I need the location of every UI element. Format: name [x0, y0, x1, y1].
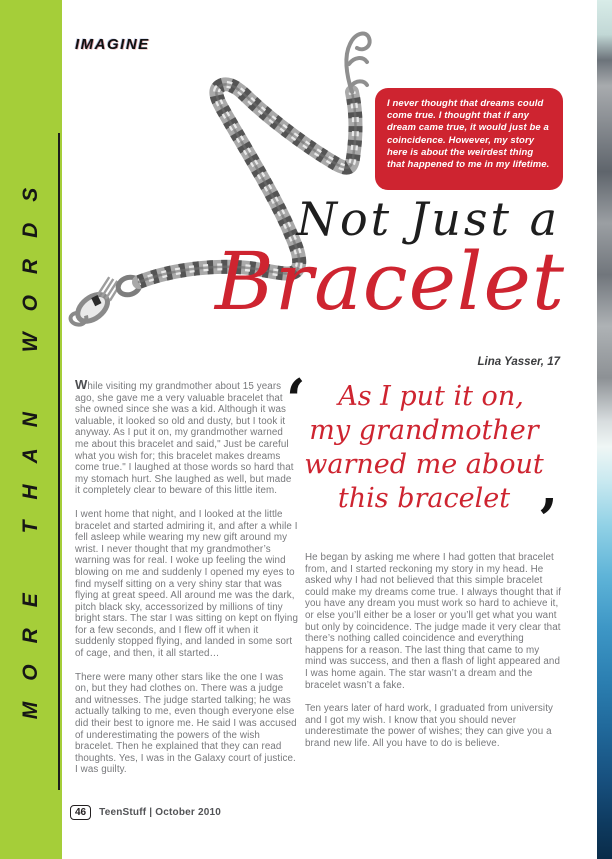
paragraph: I went home that night, and I looked at the little bracelet and started admiring it, and after a while I fell asleep while wearing my new gift around my wrist. I never thought that my grandmother’s warning was for real. I woke up feeling the wind blowing on me and suddenly I opened my eyes to find myself sitting on a very shiny star that was flying at great speed. All around me was the dark, pitch black sky, accessorized by millions of tiny bright stars. The star I was sitting on kept on flying for a few seconds, and I flew off it when it suddenly stopped flying, and landed in some sort of cage, and then, it all started… — [75, 508, 299, 660]
adjacent-page-photo-strip — [597, 0, 612, 859]
close-quote-mark: ’ — [538, 487, 558, 553]
pull-quote — [286, 367, 562, 553]
intro-quote-box — [375, 88, 563, 190]
page-footer — [70, 805, 221, 820]
paragraph: There were many other stars like the one I was on, but they had clothes on. There was a judge and witnesses. The judge started talking; he was actually talking to me, even though everyone else did their best to ignore me. He said I was accused of underestimating the powers of the wish bracelet. Then he explained that they can read thoughts. Yes, I was in the Galaxy court of justice. I was guilty. — [75, 671, 297, 776]
right-column — [305, 552, 563, 762]
article-title-line2: Bracelet — [215, 235, 565, 328]
pull-quote-line: As I put it on, — [338, 381, 524, 412]
byline: Lina Yasser, 17 — [477, 356, 560, 368]
article-title-line1: Not Just a — [296, 192, 560, 246]
issue-label: TeenStuff | October 2010 — [99, 807, 222, 818]
paragraph: Ten years later of hard work, I graduated from university and I got my wish. I know that you should never underestimate the power of wishes; they can give you a brand new life. All you have to do is believe. — [305, 703, 554, 749]
intro-quote-text: I never thought that dreams could come true. I thought that if any dream came true, it would just be a coincidence. However, my story here is about the weirdest thing that happened to me in my lifetime. — [387, 98, 550, 171]
paragraph: While visiting my grandmother about 15 years ago, she gave me a very valuable bracelet that she owned since she was a kid. Although it was valuable, it looked so old and dusty, but I took it anyway. As I put it on, my grandmother warned me about this bracelet and said," Just be careful what you wish for; this bracelet makes dreams come true." I laughed at those words so hard that my stomach hurt. She laughed as well, but made it completely clear to beware of this little item. — [75, 377, 294, 497]
pull-quote-line: this bracelet — [337, 483, 511, 514]
paragraph: He began by asking me where I had gotten that bracelet from, and I started reckoning my story in my head. He asked why I had not believed that this simple bracelet could make my dreams come true. I always thought that if you have any dream you must work so hard to achieve it, or else you’ll either be a loser or you’ll get what you want but only by coincidence. The judge made it very clear that there’s nothing called coincidence and everything happens for a reason. The last thing that came to my mind was success, and then a flash of light appeared and I was home again. The star wasn’t a dream and the bracelet wasn’t a fake. — [305, 552, 562, 691]
hook — [346, 33, 369, 92]
sidebar-vertical-label: MORE THAN WORDS — [19, 166, 42, 720]
section-label: IMAGINE — [75, 36, 150, 53]
pull-quote-line: warned me about — [304, 449, 544, 480]
open-quote-mark: ‘ — [286, 367, 306, 433]
pull-quote-line: my grandmother — [309, 415, 539, 446]
page-number-badge: 46 — [70, 805, 91, 820]
clasp — [64, 274, 128, 331]
left-column — [75, 379, 299, 788]
